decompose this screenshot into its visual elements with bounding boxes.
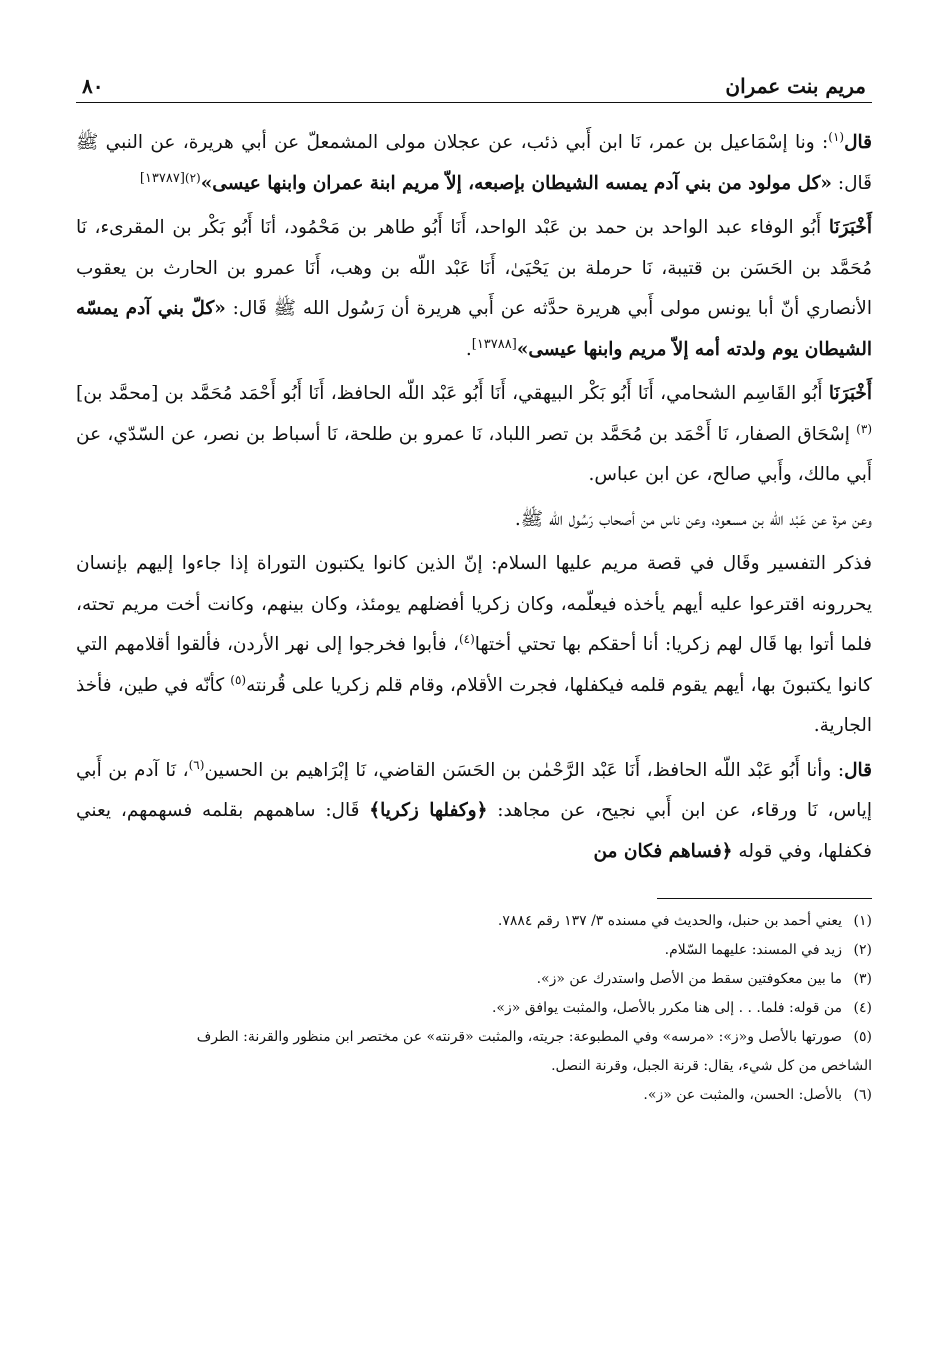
footnote-marker: (٣) bbox=[856, 421, 872, 436]
footnote-2 bbox=[76, 936, 872, 965]
hadith-text: «كل مولود من بني آدم يمسه الشيطان بإصبعه، إلاّ مريم ابنة عمران وابنها عيسى» bbox=[200, 172, 832, 194]
footnote-text: بالأصل: الحسن، والمثبت عن «ز». bbox=[643, 1087, 842, 1103]
footnote-6 bbox=[76, 1081, 872, 1110]
text-cont: قَال: ساهمهم بقلمه فسهمهم، يعني فكفلها، وفي قوله bbox=[76, 800, 872, 862]
text: : ونا إسْمَاعيل بن عمر، نَا ابن أَبي ذئب، عن عجلان مولى المشمعلّ عن أبي هريرة، عن النبي ﷺ قَال: bbox=[76, 132, 872, 194]
footnote-number: (٤) bbox=[853, 1000, 872, 1016]
footnote-number: (٢) bbox=[853, 942, 872, 958]
paragraph-2 bbox=[76, 208, 872, 370]
footnote-text: من قوله: فلما. . . إلى هنا مكرر بالأصل، والمثبت يوافق «ز». bbox=[491, 1000, 842, 1016]
footnote-3 bbox=[76, 965, 872, 994]
text-tail: . bbox=[465, 338, 472, 360]
page-number: ٨٠ bbox=[82, 74, 104, 98]
footnote-number: (٦) bbox=[853, 1087, 872, 1103]
text: فذكر التفسير وقَال في قصة مريم عليها السلام: إنّ الذين كانوا يكتبون التوراة إذا جاءوا إليهم بإنسان يحررونه اقترعوا عليه أيهم يأخذه فيعلّمه، وكان زكريا أفضلهم يومئذ، وكان بينهم، وكانت أخت مريم تحته، فلما أتوا بها قَال لهم زكريا: أنا أحقكم بها تحتي أختها bbox=[76, 553, 872, 655]
footnote-4 bbox=[76, 994, 872, 1023]
text: أَبُو الوفاء عبد الواحد بن حمد بن عَبْد الواحد، أَنَا أَبُو طاهر بن مَحْمُود، أنَا أَبُو بَكْر بن المقرىء، نَا مُحَمَّد بن الحَسَن بن قتيبة، نَا حرملة بن يَحْيَىٰ، أَنَا عَبْد اللّه بن وهب، أَنَا عمرو بن الحارث بن يعقوب الأنصاري أنّ أبا يونس مولى أَبي هريرة حدَّثه عن أَبي هريرة أن رَسُول الله ﷺ قَال: bbox=[76, 217, 873, 319]
footnote-number: (١) bbox=[853, 913, 872, 929]
lead-word: أَخْبَرَنَا bbox=[828, 383, 872, 404]
footnote-marker: (٦) bbox=[188, 757, 205, 772]
footnote-divider bbox=[657, 898, 872, 899]
footnote-text: ما بين معكوفتين سقط من الأصل واستدرك عن «ز». bbox=[536, 971, 842, 987]
text: وعن مرة عن عَبْد اللّه بن مسعود، وعن ناس من أصحاب رَسُول الله ﷺ. bbox=[514, 508, 872, 530]
lead-word: قال bbox=[844, 132, 872, 153]
paragraph-5 bbox=[76, 544, 872, 747]
reference-number: [١٣٧٨٧] bbox=[139, 170, 185, 186]
reference-number: [١٣٧٨٨] bbox=[471, 336, 517, 352]
footnote-text: يعني أحمد بن حنبل، والحديث في مسنده ٣/ ١٣٧ رقم ٧٨٨٤. bbox=[497, 913, 842, 929]
footnote-5 bbox=[76, 1023, 872, 1052]
paragraph-1 bbox=[76, 123, 872, 204]
quran-quote: ﴿فساهم فكان من bbox=[593, 840, 733, 862]
footnote-marker: (٢) bbox=[184, 170, 201, 185]
lead-word: قال bbox=[844, 759, 872, 781]
running-title: مريم بنت عمران bbox=[725, 74, 866, 98]
main-text bbox=[76, 123, 872, 872]
lead-word: أَخْبَرَنَا bbox=[828, 217, 872, 238]
paragraph-6 bbox=[76, 751, 872, 873]
text-cont: ، نَا آدم بن أَبي إياس، نَا ورقاء، عن ابن أَبي نجيح، عن مجاهد: bbox=[76, 759, 872, 821]
footnote-number: (٥) bbox=[853, 1029, 872, 1045]
footnote-text: زيد في المسند: عليهما السّلام. bbox=[664, 942, 842, 958]
footnote-text: الشاخص من كل شيء، يقال: قرنة الجبل، وقرنة النصل. bbox=[551, 1058, 872, 1074]
footnote-marker: (٤) bbox=[458, 631, 475, 646]
footnote-text: صورتها بالأصل و«ز»: «مرسه» وفي المطبوعة: جريته، والمثبت «قرنته» عن مختصر ابن منظور والقرنة: الطرف bbox=[196, 1029, 842, 1045]
paragraph-3 bbox=[76, 374, 872, 496]
footnote-1 bbox=[76, 907, 872, 936]
quran-quote: ﴿وكفلها زكريا﴾ bbox=[369, 800, 488, 821]
text-cont: ، فأبوا فخرجوا إلى نهر الأردن، فألقوا أقلامهم التي كانوا يكتبونَ بها، أيهم يقوم قلمه فيكفلها، فجرت الأقلام، وقام قلم زكريا على قُرنته bbox=[76, 634, 872, 696]
hadith-text: «كلّ بني آدم يمسّه الشيطان يوم ولدته أمه إلاّ مريم وابنها عيسى» bbox=[76, 298, 872, 360]
text-cont: إسْحَاق الصفار، نَا أَحْمَد بن مُحَمَّد بن تصر اللباد، نَا عمرو بن طلحة، نَا أسباط بن نصر، عن السّدّي، عن أَبي مالك، وأَبي صالح، عن ابن عباس. bbox=[76, 423, 872, 485]
text-cont: كأنّه في طين، فأخذ الجارية. bbox=[76, 674, 872, 736]
footnote-marker: (١) bbox=[828, 129, 845, 144]
text: أَبُو القَاسِم الشحامي، أَنَا أَبُو بَكْر البيهقي، أَنَا أَبُو عَبْد اللّه الحافظ، أَنَا أَبُو أَحْمَد مُحَمَّد بن [محمَّد بن] bbox=[76, 383, 829, 404]
footnote-marker: (٥) bbox=[230, 672, 247, 687]
footnotes bbox=[76, 907, 872, 1110]
text: : وأنا أَبُو عَبْد اللّه الحافظ، أَنَا عَبْد الرَّحْمٰن بن الحَسَن القاضي، نَا إبْرَاهيم بن الحسين bbox=[204, 759, 845, 781]
book-page bbox=[76, 58, 872, 1317]
footnote-number: (٣) bbox=[853, 971, 872, 987]
footnote-5-continuation bbox=[76, 1052, 872, 1081]
paragraph-4 bbox=[76, 500, 872, 541]
running-header bbox=[76, 58, 872, 103]
